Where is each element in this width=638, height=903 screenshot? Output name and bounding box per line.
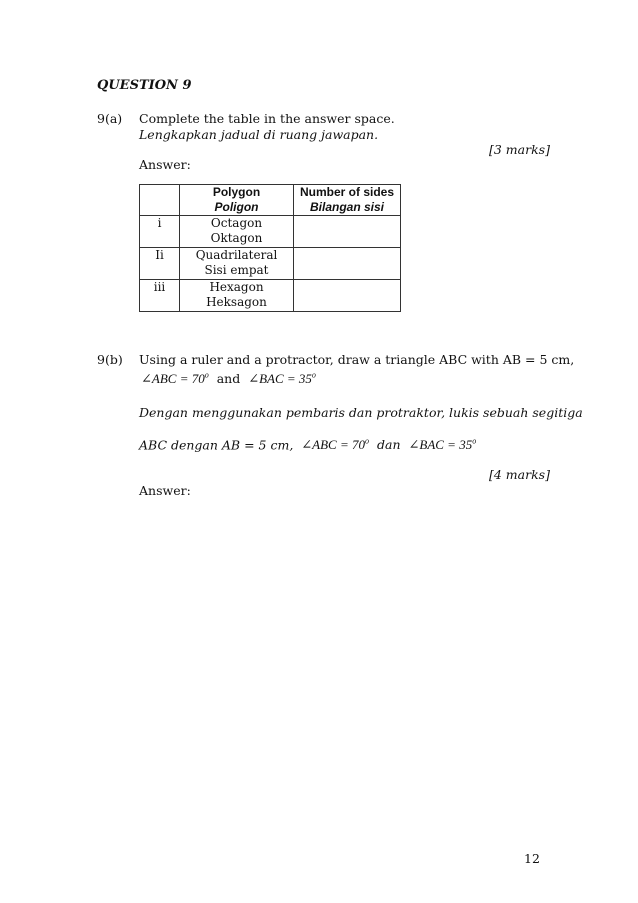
row-label: iii [140,280,180,312]
row-polygon-ms: Heksagon [206,295,267,309]
angle-bac-expression-ms: ∠BAC = $35^o$ [408,437,477,453]
part-b-answer-label: Answer: [139,483,191,498]
header-blank-cell [140,185,180,216]
header-sides-ms: Bilangan sisi [309,200,385,214]
row-sides-answer-cell[interactable] [294,216,401,248]
row-polygon-cell [180,248,294,280]
row-label: Ii [140,248,180,280]
header-sides-cell [294,185,401,216]
angle-bac-expression: ∠BAC = $35^o$ [248,371,316,387]
part-a-marks: [3 marks] [489,142,550,157]
page-number: 12 [524,851,540,866]
row-polygon-en: Hexagon [209,280,264,294]
row-polygon-cell [180,216,294,248]
part-a-number: 9(a) [97,111,123,126]
row-polygon-en: Quadrilateral [195,248,278,262]
angle-abc-expression: ∠ABC = $70^o$ [141,371,209,387]
header-polygon-ms: Poligon [214,200,259,214]
part-b-instruction-ms-line2: ABC dengan AB = 5 cm, ∠ABC = $70^o$ dan ∠BAC = $35^o$ [139,437,477,453]
row-polygon-cell [180,280,294,312]
row-sides-answer-cell[interactable] [294,280,401,312]
table-row [140,216,401,248]
question-title: QUESTION 9 [97,78,192,93]
angle-and-text: and [216,371,241,387]
row-polygon-ms: Oktagon [210,231,263,245]
part-b-number: 9(b) [97,352,123,367]
angle-abc-expression-ms: ∠ABC = $70^o$ [301,437,369,453]
row-polygon-en: Octagon [210,216,263,230]
part-a-instruction-en: Complete the table in the answer space. [139,111,395,126]
polygon-table [139,184,401,312]
part-a-instruction-ms: Lengkapkan jadual di ruang jawapan. [139,127,379,142]
header-polygon-cell [180,185,294,216]
angle-dan-text: dan [376,437,401,453]
row-label: i [140,216,180,248]
table-row [140,248,401,280]
part-b-angles-en [141,371,316,387]
part-a-answer-label: Answer: [139,157,191,172]
table-header-row [140,185,401,216]
part-b-instruction-ms-line1: Dengan menggunakan pembaris dan protraktor, lukis sebuah segitiga [139,405,583,420]
header-polygon-en: Polygon [212,185,261,199]
table-row [140,280,401,312]
row-sides-answer-cell[interactable] [294,248,401,280]
row-polygon-ms: Sisi empat [204,263,269,277]
part-b-instruction-en: Using a ruler and a protractor, draw a triangle ABC with AB = 5 cm, [139,352,575,367]
part-b-marks: [4 marks] [489,467,550,482]
header-sides-en: Number of sides [299,185,395,199]
